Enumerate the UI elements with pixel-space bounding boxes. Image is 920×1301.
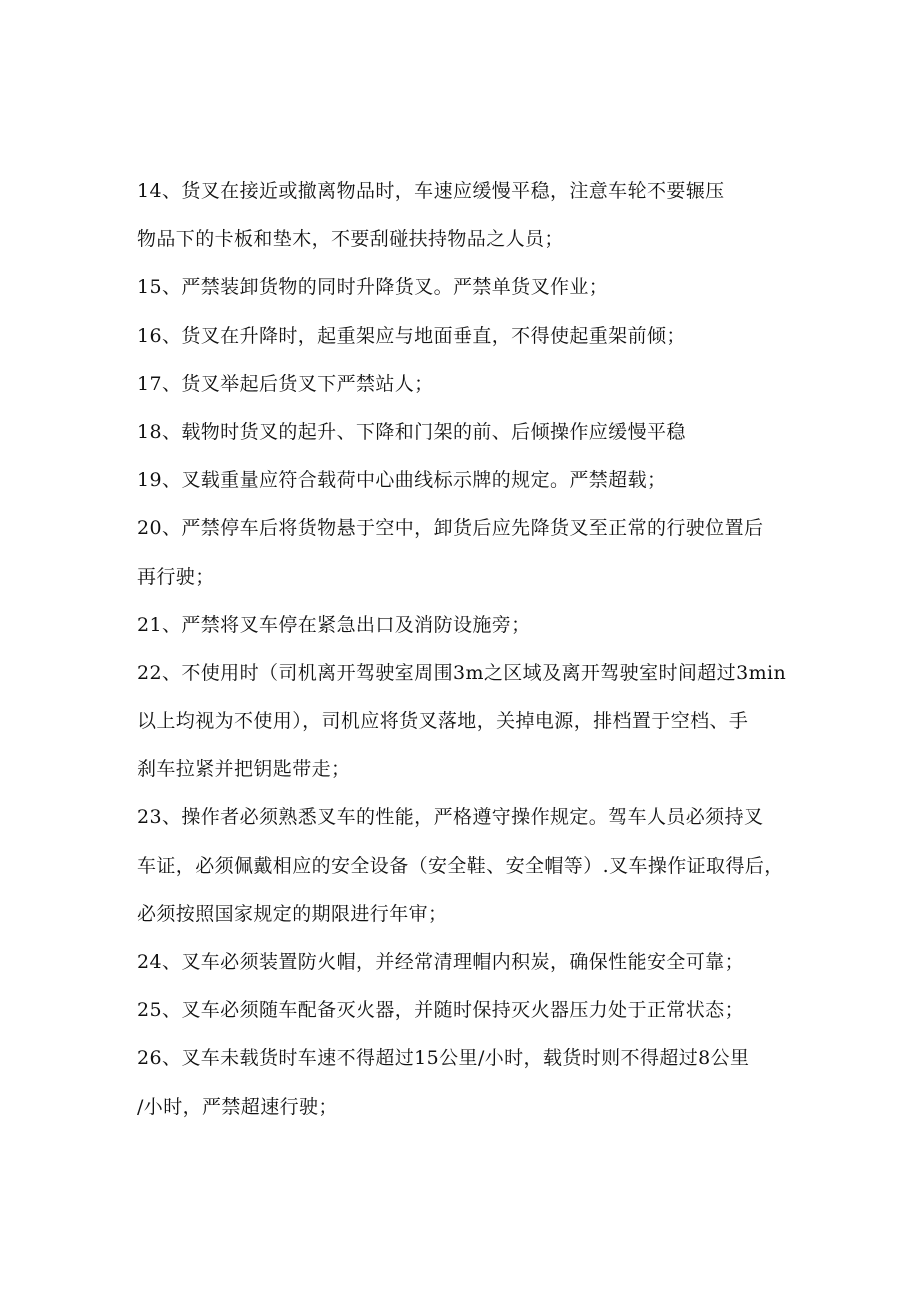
text-line: 19、叉载重量应符合载荷中心曲线标示牌的规定。严禁超载； (137, 469, 667, 492)
text-line: 24、叉车必须装置防火帽，并经常清理帽内积炭，确保性能安全可靠； (137, 951, 744, 973)
text-line: 22、不使用时（司机离开驾驶室周围3m之区域及离开驾驶室时间超过3min (137, 661, 787, 684)
text-line: 20、严禁停车后将货物悬于空中，卸货后应先降货叉至正常的行驶位置后 (137, 517, 764, 540)
text-line: 再行驶； (137, 565, 215, 588)
text-line: /小时，严禁超速行驶； (137, 1095, 338, 1118)
text-line: 必须按照国家规定的期限进行年审； (137, 902, 448, 925)
text-line: 17、货叉举起后货叉下严禁站人； (137, 372, 434, 395)
text-line: 刹车拉紧并把钥匙带走； (137, 758, 351, 781)
text-line: 15、严禁装卸货物的同时升降货叉。严禁单货叉作业； (137, 276, 609, 299)
text-line: 21、严禁将叉车停在紧急出口及消防设施旁； (137, 613, 531, 636)
text-line: 18、载物时货叉的起升、下降和门架的前、后倾操作应缓慢平稳 (137, 420, 686, 443)
text-line: 23、操作者必须熟悉叉车的性能，严格遵守操作规定。驾车人员必须持叉 (137, 806, 764, 829)
text-line: 25、叉车必须随车配备灭火器，并随时保持灭火器压力处于正常状态； (137, 999, 744, 1022)
text-line: 26、叉车未载货时车速不得超过15公里/小时，载货时则不得超过8公里 (137, 1047, 750, 1070)
text-line: 物品下的卡板和垫木，不要刮碰扶持物品之人员； (137, 228, 564, 251)
document-body (137, 167, 787, 1131)
text-line: 车证，必须佩戴相应的安全设备（安全鞋、安全帽等）.叉车操作证取得后， (137, 854, 784, 877)
text-line: 14、货叉在接近或撤离物品时，车速应缓慢平稳，注意车轮不要辗压 (137, 180, 725, 202)
text-line: 16、货叉在升降时，起重架应与地面垂直，不得使起重架前倾； (137, 324, 686, 347)
text-line: 以上均视为不使用），司机应将货叉落地，关掉电源，排档置于空档、手 (137, 710, 749, 733)
